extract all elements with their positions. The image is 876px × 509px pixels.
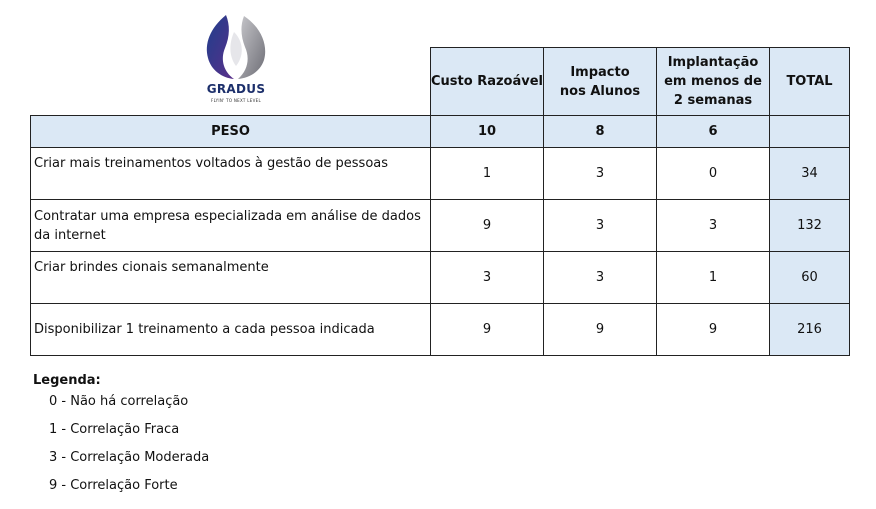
table-cell: 9 bbox=[430, 199, 544, 252]
header-implantacao: Implantação em menos de 2 semanas bbox=[656, 47, 770, 116]
table-cell: 3 bbox=[543, 199, 657, 252]
header-custo-razoavel: Custo Razoável bbox=[430, 47, 544, 116]
table-row-label: Disponibilizar 1 treinamento a cada pessoa indicada bbox=[30, 303, 431, 356]
gradus-flame-icon bbox=[196, 12, 276, 82]
peso-total bbox=[769, 115, 850, 148]
legend-item: 1 - Correlação Fraca bbox=[49, 422, 180, 437]
table-cell: 1 bbox=[430, 147, 544, 200]
table-cell: 0 bbox=[656, 147, 770, 200]
table-cell: 1 bbox=[656, 251, 770, 304]
table-row-label: Criar mais treinamentos voltados à gestão de pessoas bbox=[30, 147, 431, 200]
row-total: 60 bbox=[769, 251, 850, 304]
header-total: TOTAL bbox=[769, 47, 850, 116]
legend bbox=[33, 373, 209, 506]
table-cell: 3 bbox=[430, 251, 544, 304]
table-cell: 3 bbox=[656, 199, 770, 252]
row-total: 132 bbox=[769, 199, 850, 252]
header-impacto-alunos: Impacto nos Alunos bbox=[543, 47, 657, 116]
logo-tagline: FLYIN' TO NEXT LEVEL bbox=[211, 98, 261, 103]
legend-item: 9 - Correlação Forte bbox=[49, 478, 178, 493]
row-total: 34 bbox=[769, 147, 850, 200]
legend-item: 3 - Correlação Moderada bbox=[49, 450, 210, 465]
table-cell: 9 bbox=[430, 303, 544, 356]
table-row-label: Criar brindes cionais semanalmente bbox=[30, 251, 431, 304]
table-cell: 9 bbox=[543, 303, 657, 356]
peso-label: PESO bbox=[30, 115, 431, 148]
table-cell: 3 bbox=[543, 147, 657, 200]
legend-item: 0 - Não há correlação bbox=[49, 394, 189, 409]
logo-wordmark: GRADUS bbox=[206, 82, 266, 96]
table-cell: 3 bbox=[543, 251, 657, 304]
row-total: 216 bbox=[769, 303, 850, 356]
legend-title: Legenda: bbox=[33, 373, 101, 388]
peso-value-3: 6 bbox=[656, 115, 770, 148]
table-row-label: Contratar uma empresa especializada em análise de dados da internet bbox=[30, 199, 431, 252]
table-cell: 9 bbox=[656, 303, 770, 356]
peso-value-1: 10 bbox=[430, 115, 544, 148]
gradus-logo bbox=[196, 12, 276, 104]
peso-value-2: 8 bbox=[543, 115, 657, 148]
